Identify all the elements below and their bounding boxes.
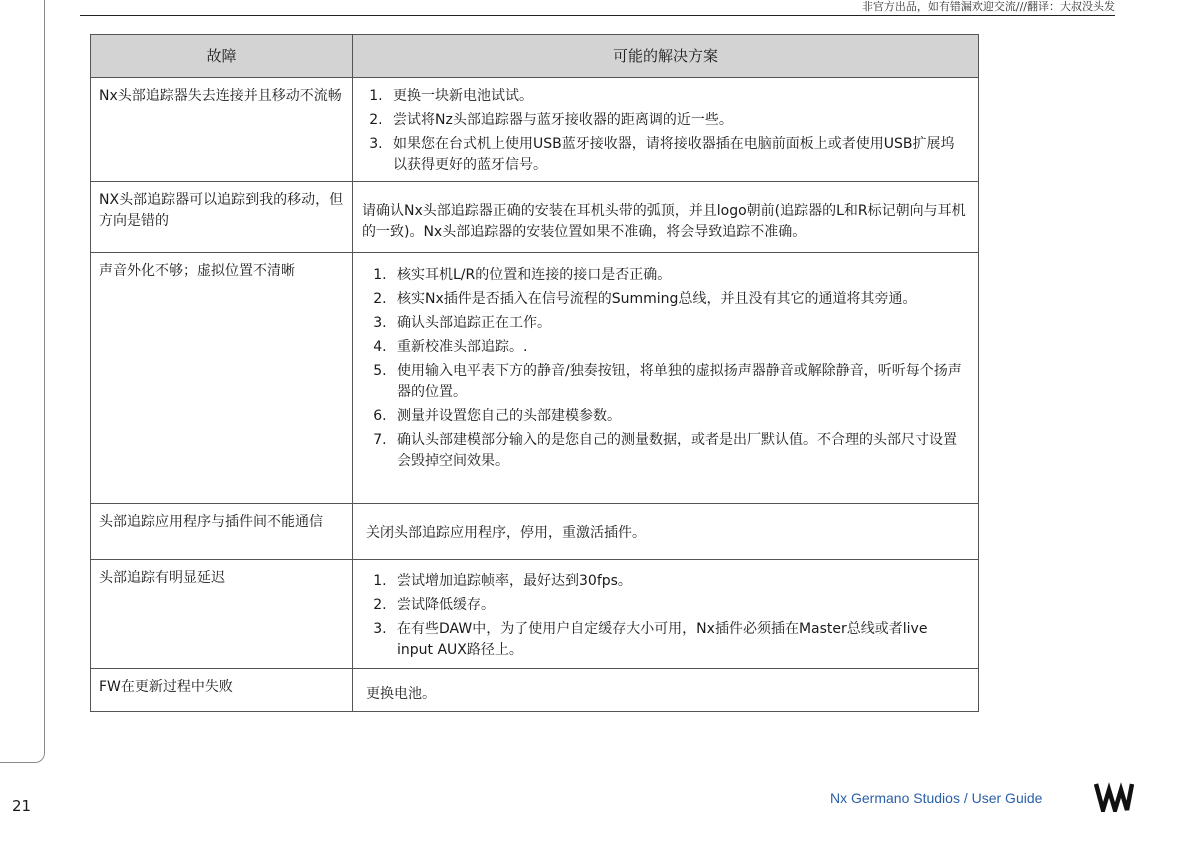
- fault-text: 声音外化不够；虚拟位置不清晰: [99, 263, 295, 279]
- table-row: [91, 78, 979, 182]
- troubleshooting-table: [90, 34, 979, 712]
- fault-cell: [91, 78, 353, 182]
- footer-title: Nx Germano Studios / User Guide: [830, 790, 1043, 806]
- solution-text: 关闭头部追踪应用程序，停用，重激活插件。: [366, 525, 646, 541]
- column-header-fault: 故障: [91, 35, 353, 78]
- solution-step: 2. 核实Nx插件是否插入在信号流程的Summing总线，并且没有其它的通道将其旁通。: [391, 289, 964, 310]
- page-side-frame: [0, 0, 45, 763]
- solution-step: 5. 使用输入电平表下方的静音/独奏按钮，将单独的虚拟扬声器静音或解除静音，听听每个扬声器的位置。: [391, 361, 964, 403]
- solution-step: 6. 测量并设置您自己的头部建模参数。: [391, 406, 964, 427]
- fault-text: FW在更新过程中失败: [99, 679, 233, 695]
- fault-cell: [91, 253, 353, 504]
- solution-steps: [353, 78, 978, 181]
- solution-cell: [353, 669, 979, 712]
- solution-step: 3. 确认头部追踪正在工作。: [391, 313, 964, 334]
- fault-cell: [91, 669, 353, 712]
- table-header-row: [91, 35, 979, 78]
- solution-step: 1. 更换一块新电池试试。: [387, 86, 964, 107]
- solution-step: 1. 尝试增加追踪帧率，最好达到30fps。: [391, 571, 964, 592]
- solution-cell: [353, 253, 979, 504]
- solution-steps: [353, 560, 978, 666]
- solution-step: 2. 尝试降低缓存。: [391, 595, 964, 616]
- solution-step: 2. 尝试将Nz头部追踪器与蓝牙接收器的距离调的近一些。: [387, 110, 964, 131]
- solution-step: 4. 重新校准头部追踪。.: [391, 337, 964, 358]
- solution-cell: [353, 78, 979, 182]
- translator-note: 非官方出品，如有错漏欢迎交流///翻译：大叔没头发: [861, 0, 1115, 13]
- table-row: [91, 560, 979, 669]
- fault-cell: [91, 504, 353, 560]
- fault-text: 头部追踪应用程序与插件间不能通信: [99, 514, 323, 530]
- solution-steps: [353, 253, 978, 477]
- table-row: [91, 253, 979, 504]
- solution-step: 3. 如果您在台式机上使用USB蓝牙接收器，请将接收器插在电脑前面板上或者使用USB扩展坞以获得更好的蓝牙信号。: [387, 134, 964, 176]
- solution-text: 更换电池。: [366, 686, 436, 702]
- table-row: [91, 669, 979, 712]
- fault-cell: [91, 560, 353, 669]
- page-number: 21: [12, 797, 32, 815]
- solution-cell: [353, 182, 979, 253]
- solution-cell: [353, 504, 979, 560]
- fault-text: NX头部追踪器可以追踪到我的移动，但方向是错的: [99, 192, 344, 229]
- solution-step: 7. 确认头部建模部分输入的是您自己的测量数据，或者是出厂默认值。不合理的头部尺寸设置会毁掉空间效果。: [391, 430, 964, 472]
- fault-text: Nx头部追踪器失去连接并且移动不流畅: [99, 88, 342, 104]
- fault-text: 头部追踪有明显延迟: [99, 570, 225, 586]
- solution-step: 3. 在有些DAW中，为了使用户自定缓存大小可用，Nx插件必须插在Master总线或者live input AUX路径上。: [391, 619, 964, 661]
- solution-cell: [353, 560, 979, 669]
- solution-step: 1. 核实耳机L/R的位置和连接的接口是否正确。: [391, 265, 964, 286]
- header-rule: [80, 15, 1115, 16]
- solution-text: 请确认Nx头部追踪器正确的安装在耳机头带的弧顶，并且logo朝前(追踪器的L和R标记朝向与耳机的一致)。Nx头部追踪器的安装位置如果不准确，将会导致追踪不准确。: [362, 203, 966, 240]
- waves-logo-icon: [1094, 782, 1134, 812]
- fault-cell: [91, 182, 353, 253]
- table-row: [91, 182, 979, 253]
- column-header-solution: 可能的解决方案: [353, 35, 979, 78]
- table-row: [91, 504, 979, 560]
